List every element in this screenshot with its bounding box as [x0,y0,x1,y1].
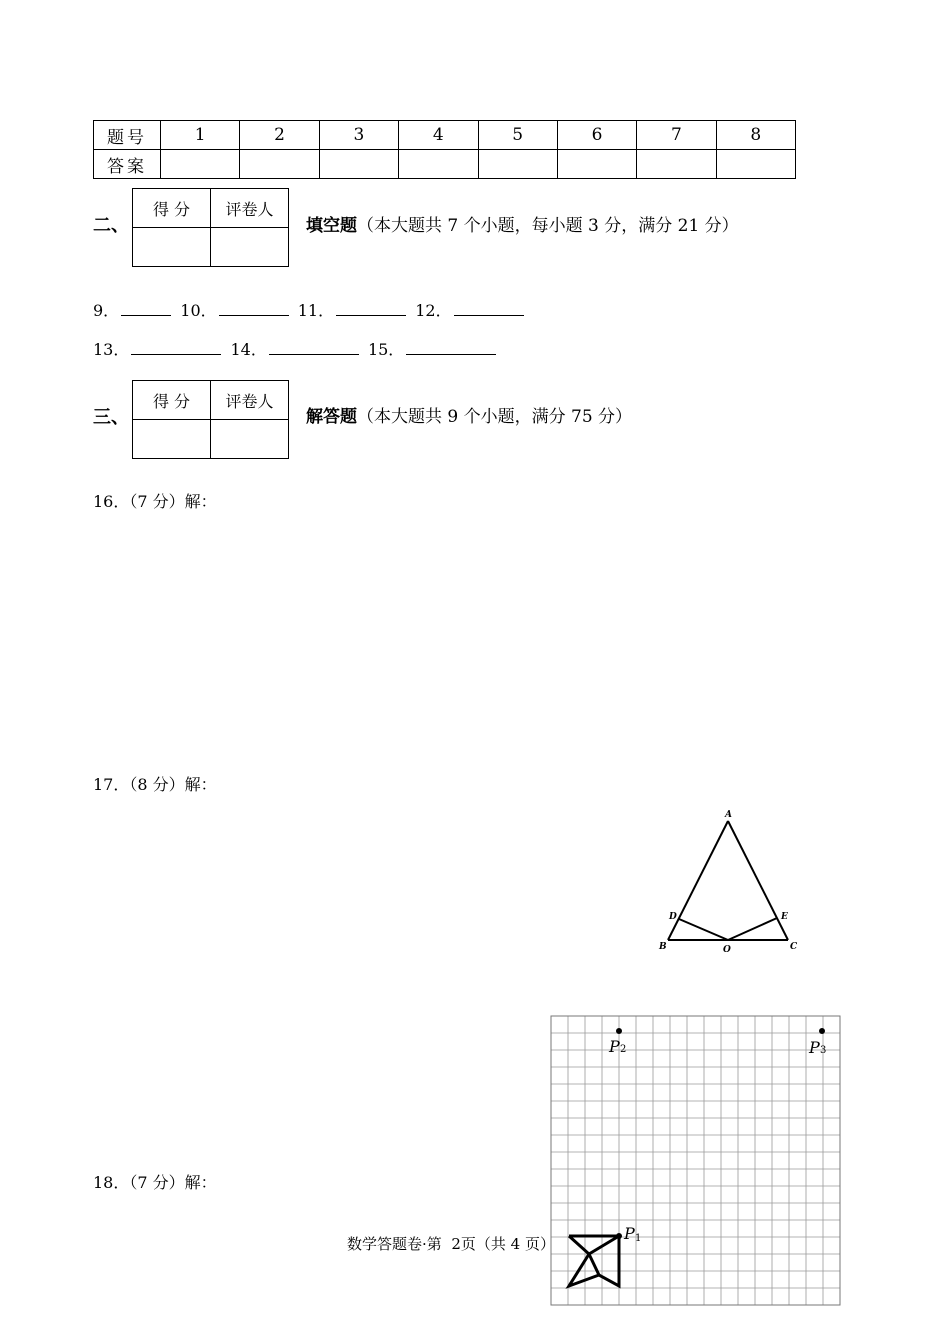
question-17-label: 17．（8 分）解： [93,775,217,794]
answer-cell[interactable] [478,150,557,179]
answer-cell[interactable] [240,150,319,179]
answer-cell[interactable] [161,150,240,179]
grader-label: 评卷人 [211,381,289,420]
blank-number: 15． [367,340,405,359]
score-box [132,380,289,459]
answer-table-row-label: 题号 [94,121,161,150]
grader-input-cell[interactable] [211,420,289,459]
label-p3: P [809,1038,820,1057]
question-number-cell: 3 [319,121,398,150]
answer-cell[interactable] [557,150,636,179]
answer-blank[interactable] [131,340,221,355]
answer-cell[interactable] [399,150,478,179]
score-box [132,188,289,267]
vertex-label-c: C [790,942,798,952]
question-number-cell: 7 [637,121,716,150]
question-18-label: 18．（7 分）解： [93,1173,217,1192]
answer-blank[interactable] [219,301,289,316]
score-input-cell[interactable] [133,420,211,459]
answer-cell[interactable] [319,150,398,179]
vertex-label-d: D [669,912,677,922]
triangle-figure [650,800,810,960]
label-p2-sub: 2 [620,1044,627,1055]
question-number-cell: 4 [399,121,478,150]
question-number-cell: 2 [240,121,319,150]
section-number: 三、 [93,407,129,428]
answer-blank[interactable] [454,301,524,316]
section-title-bold: 解答题 [306,407,357,427]
answer-blank[interactable] [336,301,406,316]
section-title [306,402,632,427]
question-number-cell: 8 [716,121,795,150]
score-input-cell[interactable] [133,228,211,267]
footer-page-number: 2 [451,1235,461,1253]
section-number: 二、 [93,215,129,236]
answer-blank[interactable] [269,340,359,355]
segment-eo [728,918,777,940]
grader-input-cell[interactable] [211,228,289,267]
answer-blank[interactable] [121,301,171,316]
question-number-cell: 6 [557,121,636,150]
fill-blank-row [93,337,500,360]
question-16-label: 16．（7 分）解： [93,492,217,511]
fill-blank-row [93,298,528,321]
section-title-detail: （本大题共 9 个小题，满分 75 分） [357,407,633,427]
shape-inner-line [589,1236,619,1254]
page-footer [347,1233,555,1254]
point-p3 [819,1028,825,1034]
section-title-bold: 填空题 [306,216,357,236]
edge-ab [668,821,728,940]
answer-table [93,120,796,179]
label-p3-sub: 3 [820,1045,827,1056]
shape-inner-line [589,1254,599,1275]
footer-text: 页（共 4 页） [460,1235,555,1253]
answer-cell[interactable] [637,150,716,179]
footer-text: 数学答题卷·第 [347,1235,442,1253]
blank-number: 10． [180,301,217,320]
score-label: 得 分 [133,189,211,228]
question-number-cell: 1 [161,121,240,150]
answer-blank[interactable] [406,340,496,355]
answer-table-header-row [94,121,796,150]
grid-border [551,1016,840,1305]
blank-number: 11． [297,301,335,320]
section-title [306,211,739,236]
blank-number: 9． [93,301,120,320]
vertex-label-e: E [781,912,788,922]
question-number-cell: 5 [478,121,557,150]
blank-number: 14． [230,340,267,359]
score-label: 得 分 [133,381,211,420]
shape-outline [569,1236,619,1286]
edge-ac [728,821,788,940]
point-p2 [616,1028,622,1034]
blank-number: 13． [93,340,130,359]
vertex-label-a: A [725,810,732,820]
grid-figure [545,1010,845,1310]
label-p2: P [609,1037,620,1056]
segment-do [679,919,728,940]
blank-number: 12． [415,301,452,320]
answer-cell[interactable] [716,150,795,179]
answer-table-row-label: 答案 [94,150,161,179]
vertex-label-o: O [723,945,731,955]
label-p1: P [624,1224,635,1243]
section-title-detail: （本大题共 7 个小题，每小题 3 分，满分 21 分） [357,216,739,236]
grader-label: 评卷人 [211,189,289,228]
answer-table-answer-row [94,150,796,179]
point-p1 [616,1233,622,1239]
label-p1-sub: 1 [635,1233,642,1244]
vertex-label-b: B [659,942,667,952]
